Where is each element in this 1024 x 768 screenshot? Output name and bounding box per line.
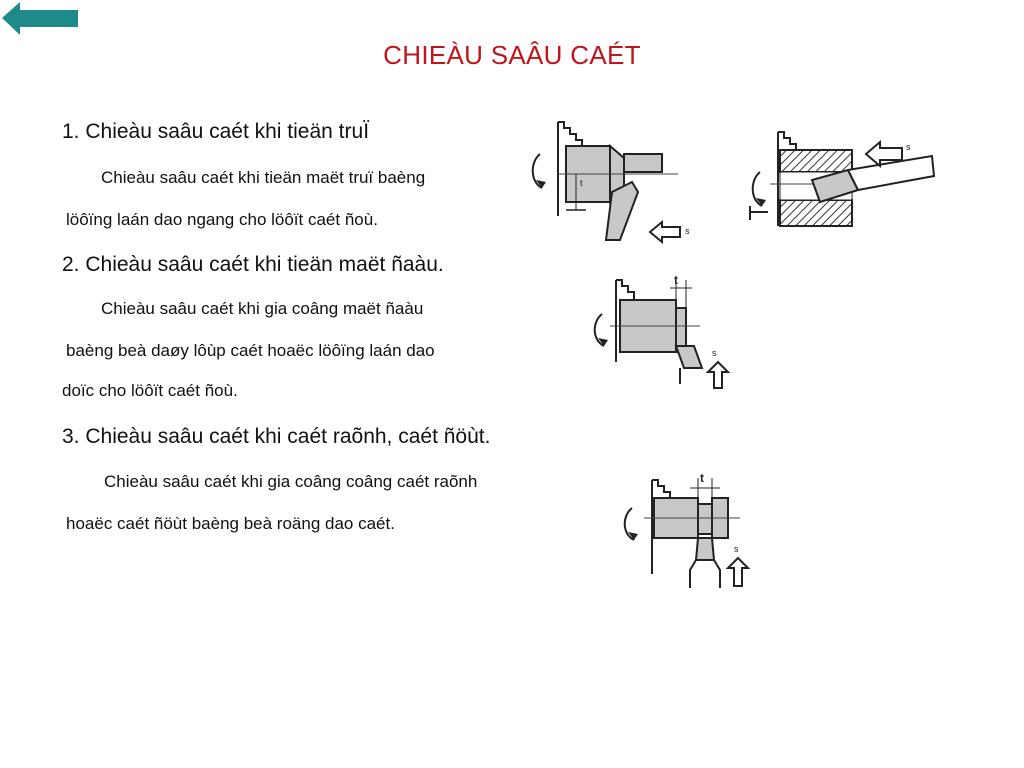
page-title: CHIEÀU SAÂU CAÉT — [383, 40, 641, 70]
figure-cylindrical-turning — [528, 118, 698, 246]
section-1-line-2: löôïng laán dao ngang cho löôït caét ñoù. — [66, 210, 378, 229]
figure-grooving — [618, 466, 758, 594]
figure-3-feed-label: s — [712, 348, 717, 358]
figure-1-feed-label: s — [685, 226, 690, 236]
back-arrow-icon — [0, 0, 80, 38]
section-2-line-3: doïc cho löôït caét ñoù. — [62, 381, 238, 400]
figure-3-depth-label: t — [674, 273, 678, 287]
section-3-heading: 3. Chieàu saâu caét khi caét raõnh, caét ñöùt. — [62, 425, 491, 448]
figure-1-depth-label: t — [580, 178, 583, 188]
figure-2-feed-label: s — [906, 142, 911, 152]
back-button[interactable] — [0, 0, 80, 38]
section-2-line-2: baèng beà daøy lôùp caét hoaëc löôïng laán dao — [66, 341, 435, 360]
figure-boring — [740, 128, 940, 234]
section-2-heading: 2. Chieàu saâu caét khi tieän maët ñaàu. — [62, 253, 444, 276]
figure-4-depth-label: t — [700, 471, 704, 485]
section-3-line-2: hoaëc caét ñöùt baèng beà roäng dao caét. — [66, 514, 395, 533]
figure-4-feed-label: s — [734, 544, 739, 554]
figure-facing — [590, 270, 740, 395]
section-2-line-1: Chieàu saâu caét khi gia coâng maët ñaàu — [101, 299, 424, 318]
section-3-line-1: Chieàu saâu caét khi gia coâng coâng caét raõnh — [104, 472, 478, 491]
section-1-line-1: Chieàu saâu caét khi tieän maët truï baèng — [101, 168, 426, 187]
section-1-heading: 1. Chieàu saâu caét khi tieän truÏ — [62, 120, 370, 143]
